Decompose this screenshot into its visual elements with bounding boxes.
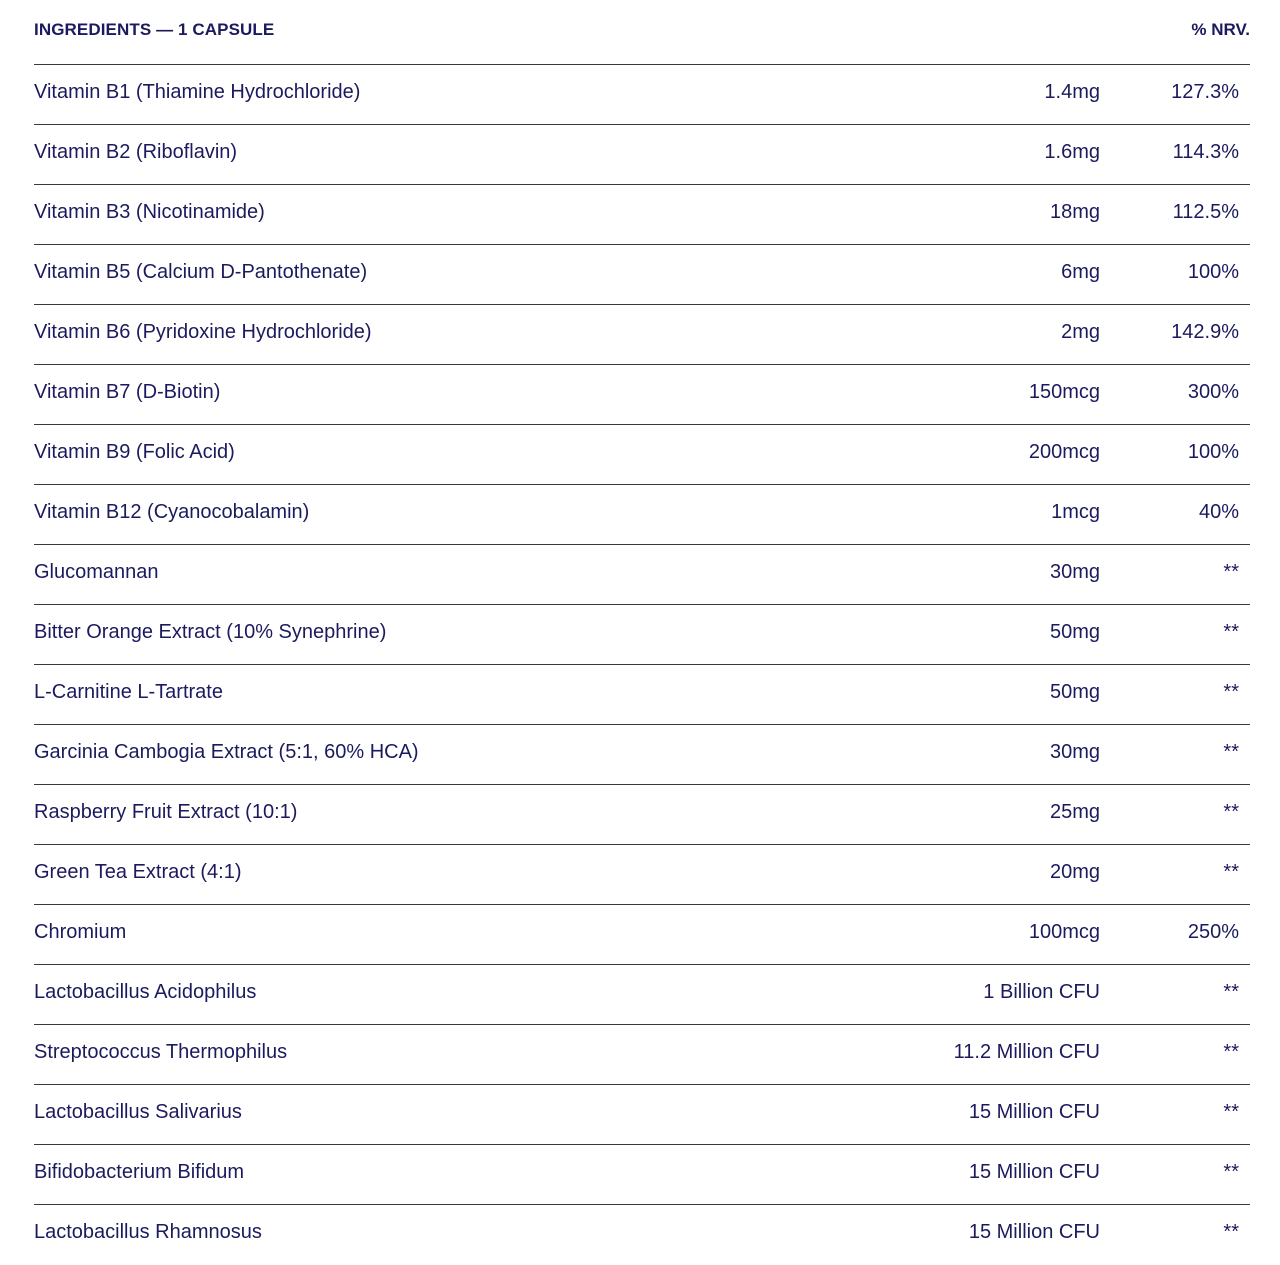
table-row (34, 725, 1250, 785)
ingredient-amount: 1 Billion CFU (983, 981, 1100, 1003)
ingredient-nrv: ** (1223, 801, 1239, 823)
table-row (34, 1205, 1250, 1264)
ingredient-name: Vitamin B12 (Cyanocobalamin) (34, 501, 310, 523)
ingredient-nrv: 127.3% (1171, 81, 1239, 103)
ingredient-nrv: 142.9% (1171, 321, 1239, 343)
ingredient-nrv: ** (1223, 981, 1239, 1003)
table-title: INGREDIENTS — 1 CAPSULE (34, 20, 275, 39)
ingredient-amount: 6mg (1061, 261, 1100, 283)
ingredient-name: Lactobacillus Acidophilus (34, 981, 257, 1003)
ingredient-amount: 15 Million CFU (968, 1221, 1100, 1243)
table-row (34, 1085, 1250, 1145)
table-row (34, 545, 1250, 605)
ingredient-nrv: 250% (1187, 921, 1239, 943)
ingredient-name: Streptococcus Thermophilus (34, 1041, 288, 1063)
ingredient-nrv: ** (1223, 1041, 1239, 1063)
table-row (34, 305, 1250, 365)
ingredient-name: Chromium (34, 921, 127, 943)
ingredient-name: Garcinia Cambogia Extract (5:1, 60% HCA) (34, 741, 419, 763)
ingredients-table (34, 0, 1250, 1264)
ingredient-name: L-Carnitine L-Tartrate (34, 681, 223, 703)
ingredient-amount: 1.6mg (1044, 141, 1100, 163)
table-row (34, 665, 1250, 725)
ingredient-name: Glucomannan (34, 561, 159, 583)
table-row (34, 605, 1250, 665)
ingredient-nrv: ** (1223, 1221, 1239, 1243)
ingredient-amount: 20mg (1049, 861, 1100, 883)
ingredient-nrv: ** (1223, 741, 1239, 763)
ingredient-name: Vitamin B3 (Nicotinamide) (34, 201, 265, 223)
nrv-column-header: % NRV. (1191, 20, 1250, 39)
ingredient-amount: 15 Million CFU (968, 1161, 1100, 1183)
ingredient-name: Lactobacillus Rhamnosus (34, 1221, 262, 1243)
table-row (34, 905, 1250, 965)
table-row (34, 185, 1250, 245)
ingredient-amount: 2mg (1061, 321, 1100, 343)
table-row (34, 1145, 1250, 1205)
ingredient-nrv: 100% (1187, 441, 1239, 463)
table-row (34, 65, 1250, 125)
ingredient-amount: 15 Million CFU (968, 1101, 1100, 1123)
ingredient-amount: 50mg (1049, 621, 1100, 643)
table-body (34, 65, 1250, 1264)
ingredient-amount: 18mg (1049, 201, 1100, 223)
ingredient-amount: 30mg (1049, 561, 1100, 583)
ingredient-amount: 11.2 Million CFU (953, 1041, 1100, 1063)
table-row (34, 845, 1250, 905)
table-row (34, 785, 1250, 845)
ingredient-nrv: 100% (1187, 261, 1239, 283)
table-header (34, 0, 1250, 65)
ingredient-name: Vitamin B5 (Calcium D-Pantothenate) (34, 261, 368, 283)
ingredient-amount: 1.4mg (1044, 81, 1100, 103)
ingredient-name: Vitamin B2 (Riboflavin) (34, 141, 238, 163)
ingredient-nrv: 112.5% (1172, 201, 1239, 223)
ingredient-nrv: ** (1223, 621, 1239, 643)
ingredient-name: Bifidobacterium Bifidum (34, 1161, 245, 1183)
ingredient-amount: 1mcg (1051, 501, 1100, 523)
ingredient-nrv: ** (1223, 561, 1239, 583)
ingredient-nrv: 300% (1187, 381, 1239, 403)
ingredient-nrv: ** (1223, 681, 1239, 703)
table-row (34, 425, 1250, 485)
ingredient-name: Lactobacillus Salivarius (34, 1101, 242, 1123)
table-row (34, 1025, 1250, 1085)
ingredient-amount: 30mg (1049, 741, 1100, 763)
ingredient-amount: 100mcg (1028, 921, 1100, 943)
ingredient-nrv: ** (1223, 861, 1239, 883)
ingredient-name: Vitamin B7 (D-Biotin) (34, 381, 221, 403)
ingredient-name: Bitter Orange Extract (10% Synephrine) (34, 621, 387, 643)
ingredient-name: Vitamin B1 (Thiamine Hydrochloride) (34, 81, 361, 103)
table-row (34, 965, 1250, 1025)
ingredient-name: Vitamin B9 (Folic Acid) (34, 441, 235, 463)
ingredient-amount: 200mcg (1028, 441, 1100, 463)
ingredient-amount: 25mg (1049, 801, 1100, 823)
ingredient-nrv: 40% (1198, 501, 1239, 523)
table-row (34, 365, 1250, 425)
ingredient-nrv: ** (1223, 1101, 1239, 1123)
table-row (34, 125, 1250, 185)
ingredient-nrv: ** (1223, 1161, 1239, 1183)
table-row (34, 485, 1250, 545)
ingredient-amount: 50mg (1049, 681, 1100, 703)
table-row (34, 245, 1250, 305)
ingredient-name: Raspberry Fruit Extract (10:1) (34, 801, 298, 823)
ingredient-amount: 150mcg (1028, 381, 1100, 403)
ingredient-name: Green Tea Extract (4:1) (34, 861, 242, 883)
ingredient-name: Vitamin B6 (Pyridoxine Hydrochloride) (34, 321, 372, 343)
ingredient-nrv: 114.3% (1172, 141, 1239, 163)
